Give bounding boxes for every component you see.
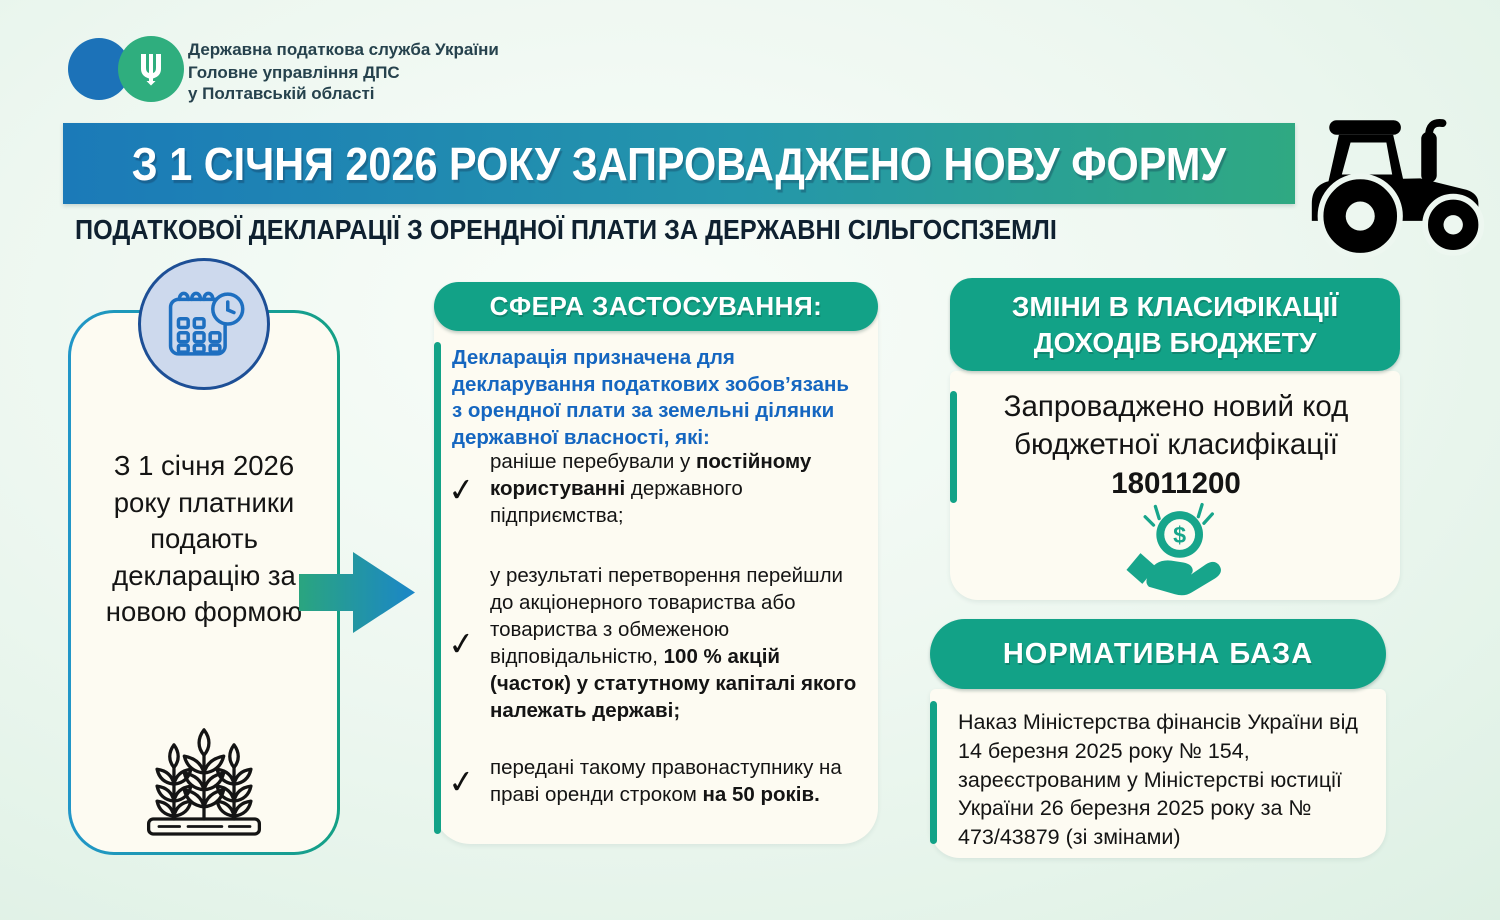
calendar-clock-icon <box>160 280 248 368</box>
wheat-icon <box>143 722 265 840</box>
normative-header-pill <box>930 619 1386 689</box>
scope-intro: Декларація призначена для декларування податкових зобов’язань з орендної плати за земельні ділянки державної власності, які: <box>452 346 850 449</box>
scope-header-text: СФЕРА ЗАСТОСУВАННЯ: <box>489 291 823 321</box>
budget-header-box <box>950 278 1400 371</box>
normative-card <box>930 689 1386 858</box>
timeline-card-body <box>71 313 337 852</box>
scope-accent-bar <box>434 342 441 834</box>
arrow-right-icon <box>299 544 417 641</box>
check-icon: ✓ <box>446 624 477 664</box>
svg-text:$: $ <box>1173 521 1187 548</box>
logo-green-circle <box>118 36 184 102</box>
trident-icon <box>138 52 164 86</box>
org-name <box>188 39 499 104</box>
org-line2: Головне управління ДПС <box>188 63 400 82</box>
tax-service-logo <box>68 36 508 108</box>
budget-accent-bar <box>950 391 957 503</box>
timeline-text: З 1 січня 2026 року платники подають декларацію за новою формою <box>105 450 303 628</box>
budget-header-line2: ДОХОДІВ БЮДЖЕТУ <box>1033 326 1317 358</box>
budget-text: Запроваджено новий код бюджетної класифікації 18011200 <box>1003 390 1349 500</box>
scope-item-text: раніше перебували у постійному користуванні державного підприємства; <box>490 450 812 528</box>
scope-item <box>448 448 858 529</box>
subtitle: ПОДАТКОВОЇ ДЕКЛАРАЦІЇ З ОРЕНДНОЇ ПЛАТИ ЗА ДЕРЖАВНІ СІЛЬГОСПЗЕМЛІ <box>75 214 1057 245</box>
budget-card <box>950 371 1400 600</box>
scope-card <box>434 306 878 844</box>
scope-item-text: у результаті перетворення перейшли до акціонерного товариства або товариства з обмеженою відповідальністю, 100 % акцій (часток) у статутному капіталі якого належать державі; <box>490 564 857 723</box>
normative-header-text: НОРМАТИВНА БАЗА <box>1002 637 1314 670</box>
scope-item-text: передані такому правонаступнику на праві оренди строком на 50 років. <box>490 756 842 807</box>
budget-header-line1: ЗМІНИ В КЛАСИФІКАЦІЇ <box>1011 290 1339 322</box>
hand-coin-icon <box>1122 499 1228 597</box>
org-line3: у Полтавській області <box>188 84 375 103</box>
org-line1: Державна податкова служба України <box>188 40 499 59</box>
main-title: З 1 СІЧНЯ 2026 РОКУ ЗАПРОВАДЖЕНО НОВУ ФОРМУ <box>131 137 1227 190</box>
check-icon: ✓ <box>446 470 477 509</box>
title-banner <box>63 123 1295 204</box>
scope-header-pill <box>434 282 878 331</box>
check-icon: ✓ <box>446 762 477 802</box>
normative-accent-bar <box>930 701 937 844</box>
normative-text: Наказ Міністерства фінансів України від 14 березня 2025 року № 154, зареєстрованим у Міністерстві юстиції України 26 березня 2025 року за № 473/43879 (зі змінами) <box>958 710 1358 850</box>
calendar-badge <box>138 258 270 390</box>
scope-item <box>448 754 858 808</box>
scope-item <box>448 562 858 724</box>
tractor-icon <box>1306 116 1490 260</box>
